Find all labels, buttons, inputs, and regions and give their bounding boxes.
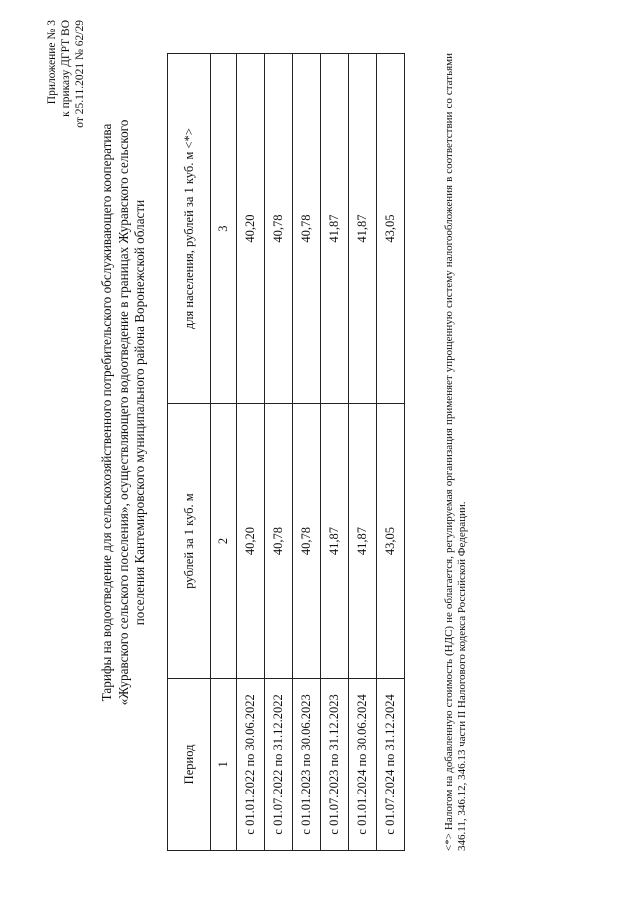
table-row (293, 54, 321, 851)
title-line-1: Тарифы на водоотведение для сельскохозяйственного потребительского обслуживающего кооператива (99, 123, 114, 702)
title-line-2: «Журавского сельского поселения», осуществляющего водоотведение в границах Журавского сельского (115, 119, 131, 706)
column-number-2: 2 (211, 404, 237, 679)
tariff-table (167, 53, 405, 851)
header-period: Период (168, 678, 211, 850)
appendix-line-1: Приложение № 3 (46, 20, 58, 105)
period-cell: с 01.07.2024 по 31.12.2024 (377, 678, 405, 850)
column-number-3: 3 (211, 54, 237, 404)
header-population-rate: для населения, рублей за 1 куб. м <*> (168, 54, 211, 404)
table-row (321, 54, 349, 851)
population-rate-cell: 40,20 (237, 54, 265, 404)
column-number-row (211, 54, 237, 851)
tax-footnote: <*> Налогом на добавленную стоимость (НДС) не облагается, регулируемая организация применяет упрощенную систему налогообложения в соответствии со статьями 346.11, 346.12, 346.13 части II Налогового кодекса Российской Федерации. (443, 53, 468, 851)
period-cell: с 01.07.2023 по 31.12.2023 (321, 678, 349, 850)
population-rate-cell: 41,87 (349, 54, 377, 404)
appendix-line-3: от 25.11.2021 № 62/29 (74, 20, 86, 128)
rate-cell: 41,87 (321, 404, 349, 679)
table-row (377, 54, 405, 851)
rate-cell: 40,78 (265, 404, 293, 679)
document-title (99, 60, 149, 765)
period-cell: с 01.07.2022 по 31.12.2022 (265, 678, 293, 850)
population-rate-cell: 43,05 (377, 54, 405, 404)
rate-cell: 41,87 (349, 404, 377, 679)
period-cell: с 01.01.2023 по 30.06.2023 (293, 678, 321, 850)
header-rate: рублей за 1 куб. м (168, 404, 211, 679)
table-header-row (168, 54, 211, 851)
population-rate-cell: 40,78 (265, 54, 293, 404)
population-rate-cell: 41,87 (321, 54, 349, 404)
table-row (349, 54, 377, 851)
table-row (265, 54, 293, 851)
title-line-3: поселения Кантемировского муниципального района Воронежской области (132, 199, 147, 626)
rate-cell: 43,05 (377, 404, 405, 679)
appendix-line-2: к приказу ДГРТ ВО (60, 20, 72, 117)
period-cell: с 01.01.2024 по 30.06.2024 (349, 678, 377, 850)
table-row (237, 54, 265, 851)
rate-cell: 40,20 (237, 404, 265, 679)
rotated-content (15, 20, 625, 885)
column-number-1: 1 (211, 678, 237, 850)
population-rate-cell: 40,78 (293, 54, 321, 404)
period-cell: с 01.01.2022 по 30.06.2022 (237, 678, 265, 850)
rate-cell: 40,78 (293, 404, 321, 679)
appendix-reference (45, 20, 87, 128)
